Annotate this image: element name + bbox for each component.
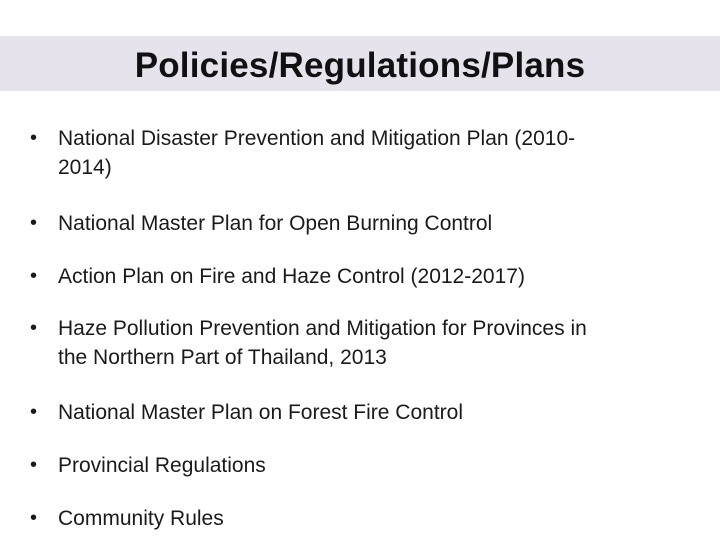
list-item-text <box>58 451 680 480</box>
list-item <box>30 504 680 533</box>
list-item <box>30 124 680 182</box>
bullet-icon: • <box>30 127 38 149</box>
list-item-line: Action Plan on Fire and Haze Control (2012-2017) <box>58 265 525 288</box>
bullet-icon: • <box>30 507 38 529</box>
list-item-line: National Disaster Prevention and Mitigation Plan (2010- <box>58 127 576 150</box>
list-item-text <box>58 262 680 291</box>
bullet-icon: • <box>30 317 38 339</box>
list-item-line: Haze Pollution Prevention and Mitigation for Provinces in <box>58 317 587 340</box>
list-item <box>30 314 680 372</box>
list-item <box>30 398 680 427</box>
list-item-text <box>58 209 680 238</box>
bullet-icon: • <box>30 265 38 287</box>
list-item-text <box>58 398 680 427</box>
list-item-text <box>58 504 680 533</box>
list-item-text <box>58 314 680 372</box>
list-item-text <box>58 124 680 182</box>
list-item <box>30 451 680 480</box>
bullet-icon: • <box>30 454 38 476</box>
bullet-icon: • <box>30 401 38 423</box>
list-item-line: National Master Plan for Open Burning Control <box>58 212 493 235</box>
slide-title: Policies/Regulations/Plans <box>134 45 586 85</box>
list-item-line: Provincial Regulations <box>58 454 266 477</box>
list-item-line: National Master Plan on Forest Fire Control <box>58 401 463 424</box>
list-item-line: Community Rules <box>58 507 224 530</box>
list-item <box>30 209 680 238</box>
list-item <box>30 262 680 291</box>
list-item-line: the Northern Part of Thailand, 2013 <box>58 346 387 369</box>
bullet-icon: • <box>30 212 38 234</box>
list-item-line: 2014) <box>58 156 112 179</box>
